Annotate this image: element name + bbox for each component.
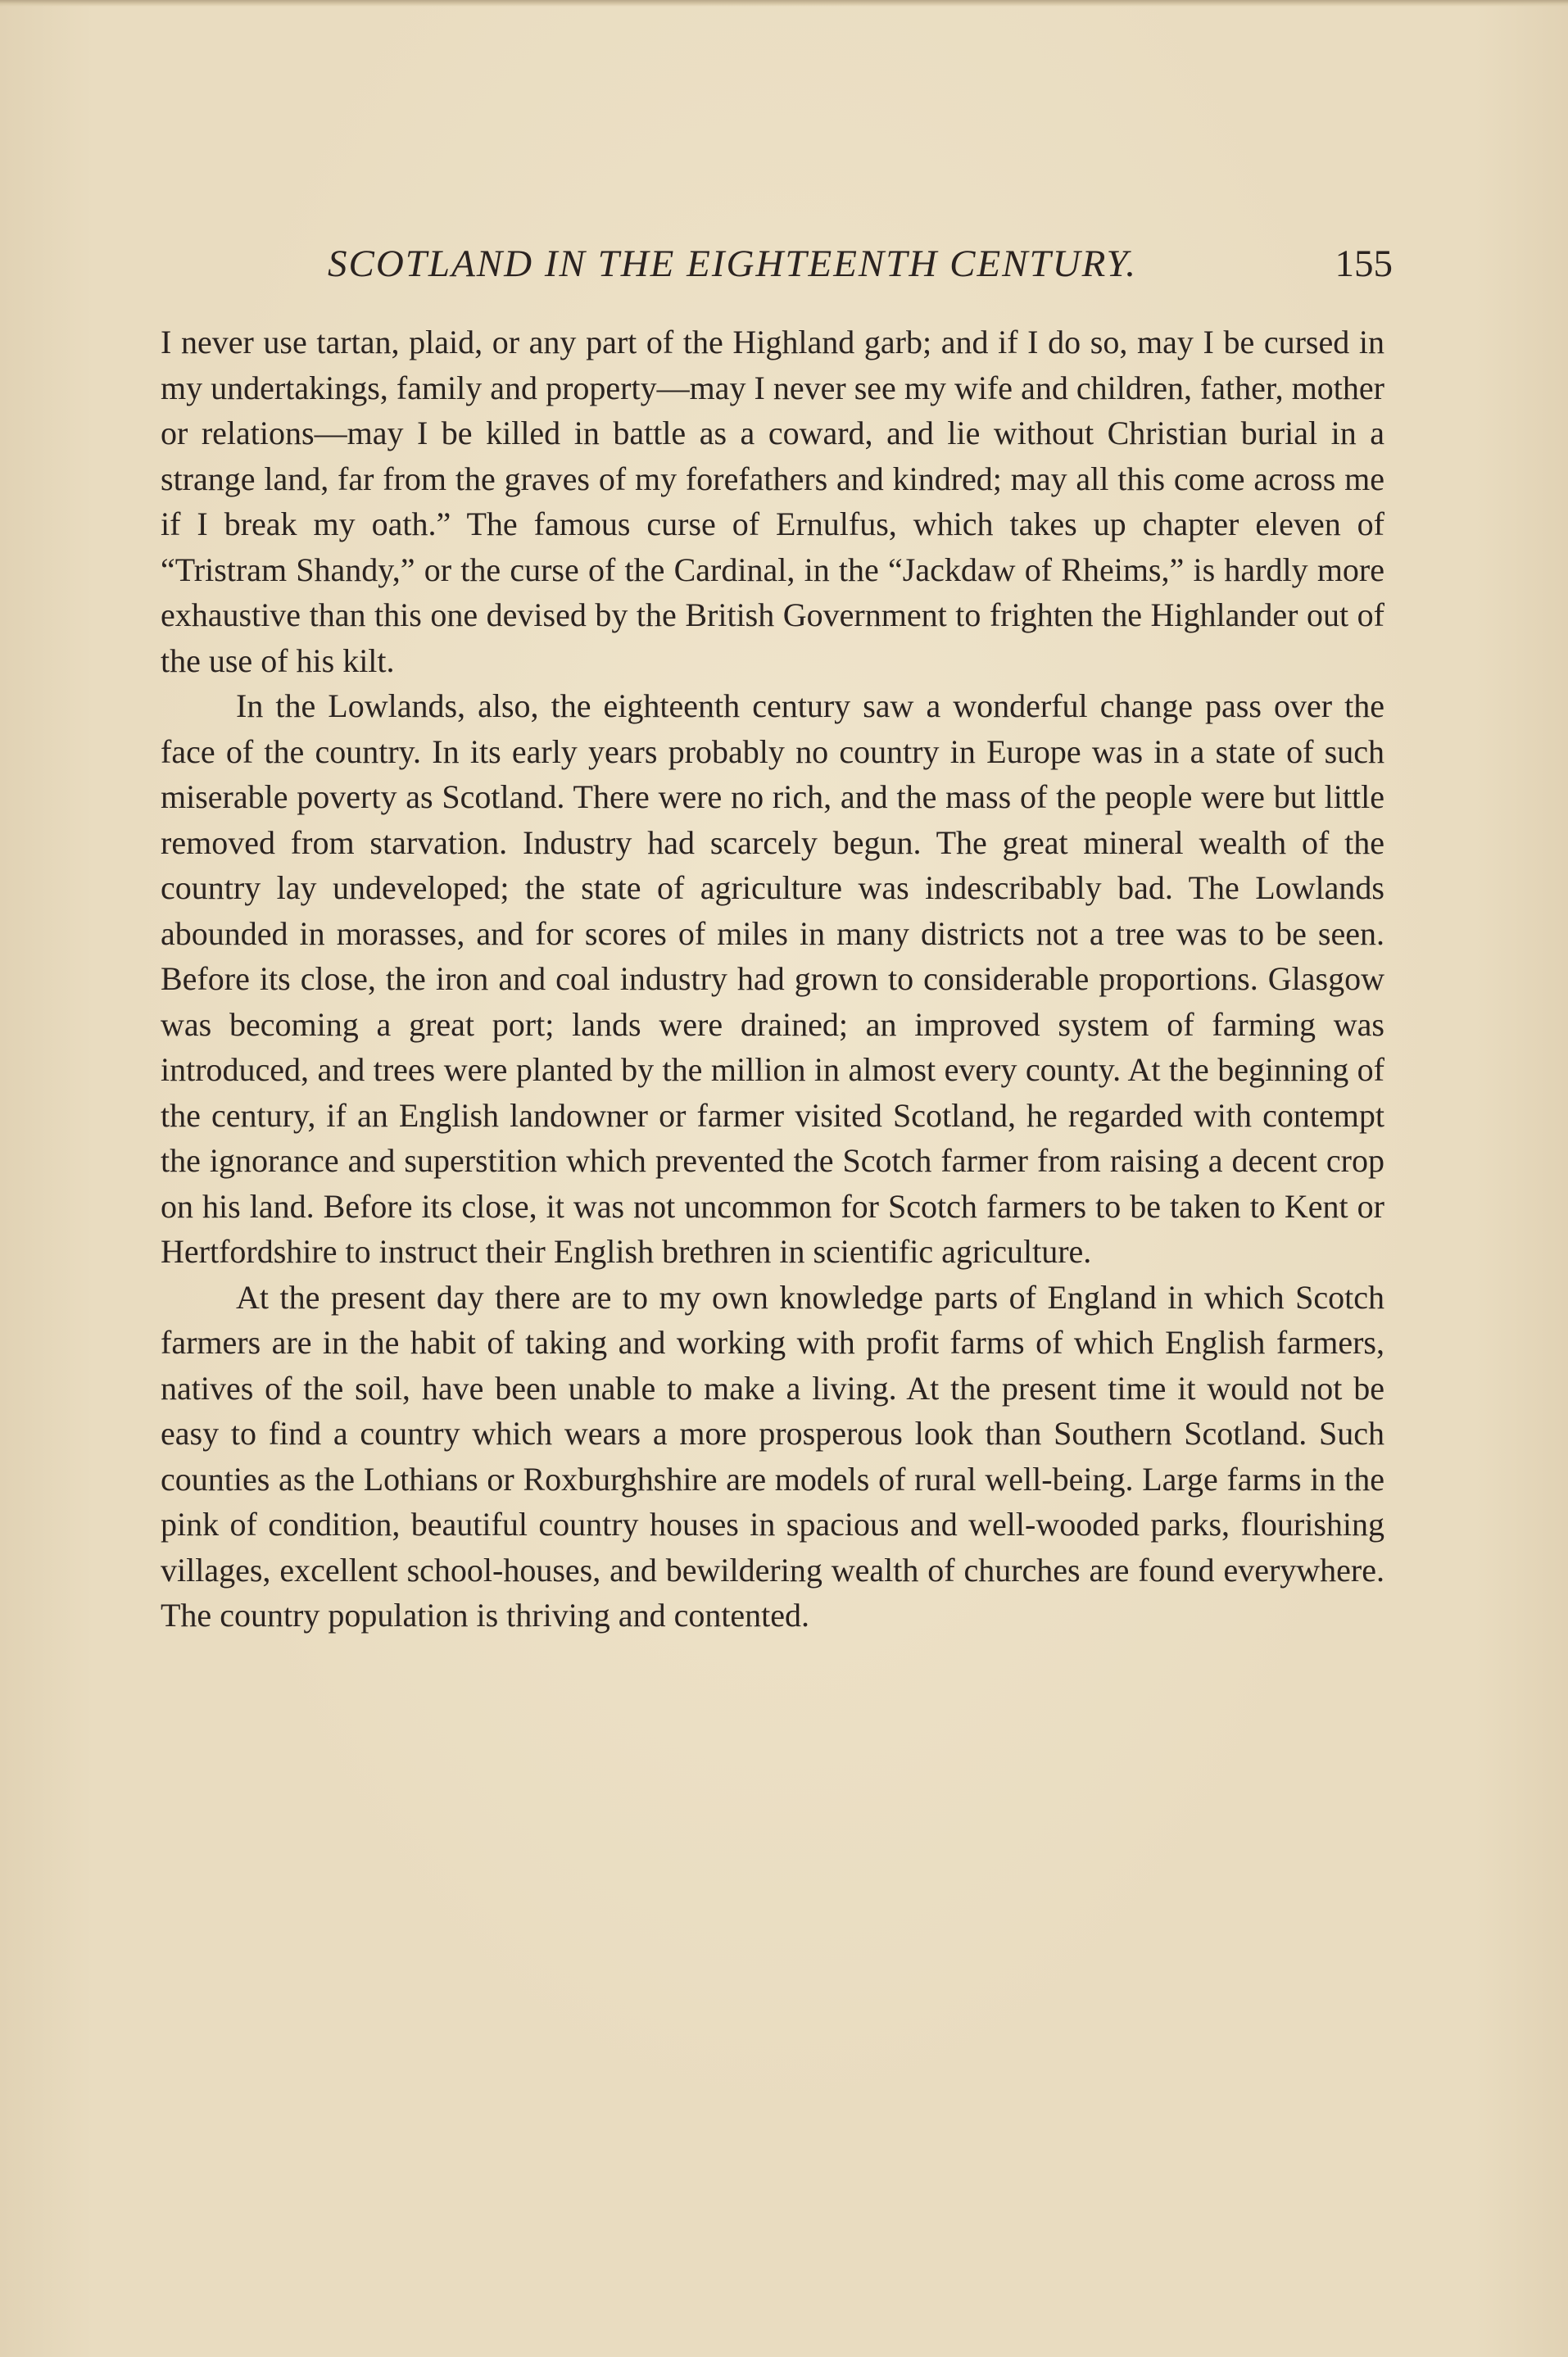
page-top-edge [0, 0, 1568, 7]
running-title: SCOTLAND IN THE EIGHTEENTH CENTURY. [328, 242, 1138, 285]
body-text [161, 320, 1384, 1639]
paragraph-3: At the present day there are to my own knowledge parts of England in which Scotch farmers are in the habit of taking and working with profit farms of which English farmers, natives of the soil, have been unable to make a living. At the present time it would not be easy to find a country which wears a more prosperous look than Southern Scotland. Such counties as the Lothians or Roxburghshire are models of rural well-being. Large farms in the pink of condition, beautiful country houses in spacious and well-wooded parks, flourishing villages, excellent school-houses, and bewildering wealth of churches are found everywhere. The country population is thriving and contented. [161, 1278, 1384, 1634]
running-head [164, 239, 1393, 288]
page-number: 155 [1335, 242, 1393, 285]
paragraph-1: I never use tartan, plaid, or any part of the Highland garb; and if I do so, may I be cursed in my undertakings, family and property—may I never see my wife and children, father, mother or relations—may I be killed in battle as a coward, and lie without Christian burial in a strange land, far from the graves of my forefathers and kindred; may all this come across me if I break my oath.” The famous curse of Ernulfus, which takes up chapter eleven of “Tristram Shandy,” or the curse of the Cardinal, in the “Jackdaw of Rheims,” is hardly more exhaustive than this one devised by the British Government to frighten the Highlander out of the use of his kilt. [161, 324, 1384, 679]
paragraph-2: In the Lowlands, also, the eighteenth century saw a wonderful change pass over the face of the country. In its early years probably no country in Europe was in a state of such miserable poverty as Scotland. There were no rich, and the mass of the people were but little removed from starvation. Industry had scarcely begun. The great mineral wealth of the country lay undeveloped; the state of agriculture was indescribably bad. The Lowlands abounded in morasses, and for scores of miles in many districts not a tree was to be seen. Before its close, the iron and coal industry had grown to considerable proportions. Glasgow was becoming a great port; lands were drained; an improved system of farming was introduced, and trees were planted by the million in almost every county. At the beginning of the century, if an English landowner or farmer visited Scotland, he regarded with contempt the ignorance and superstition which prevented the Scotch farmer from raising a decent crop on his land. Before its close, it was not uncommon for Scotch farmers to be taken to Kent or Hertfordshire to instruct their English brethren in scientific agriculture. [161, 687, 1384, 1270]
